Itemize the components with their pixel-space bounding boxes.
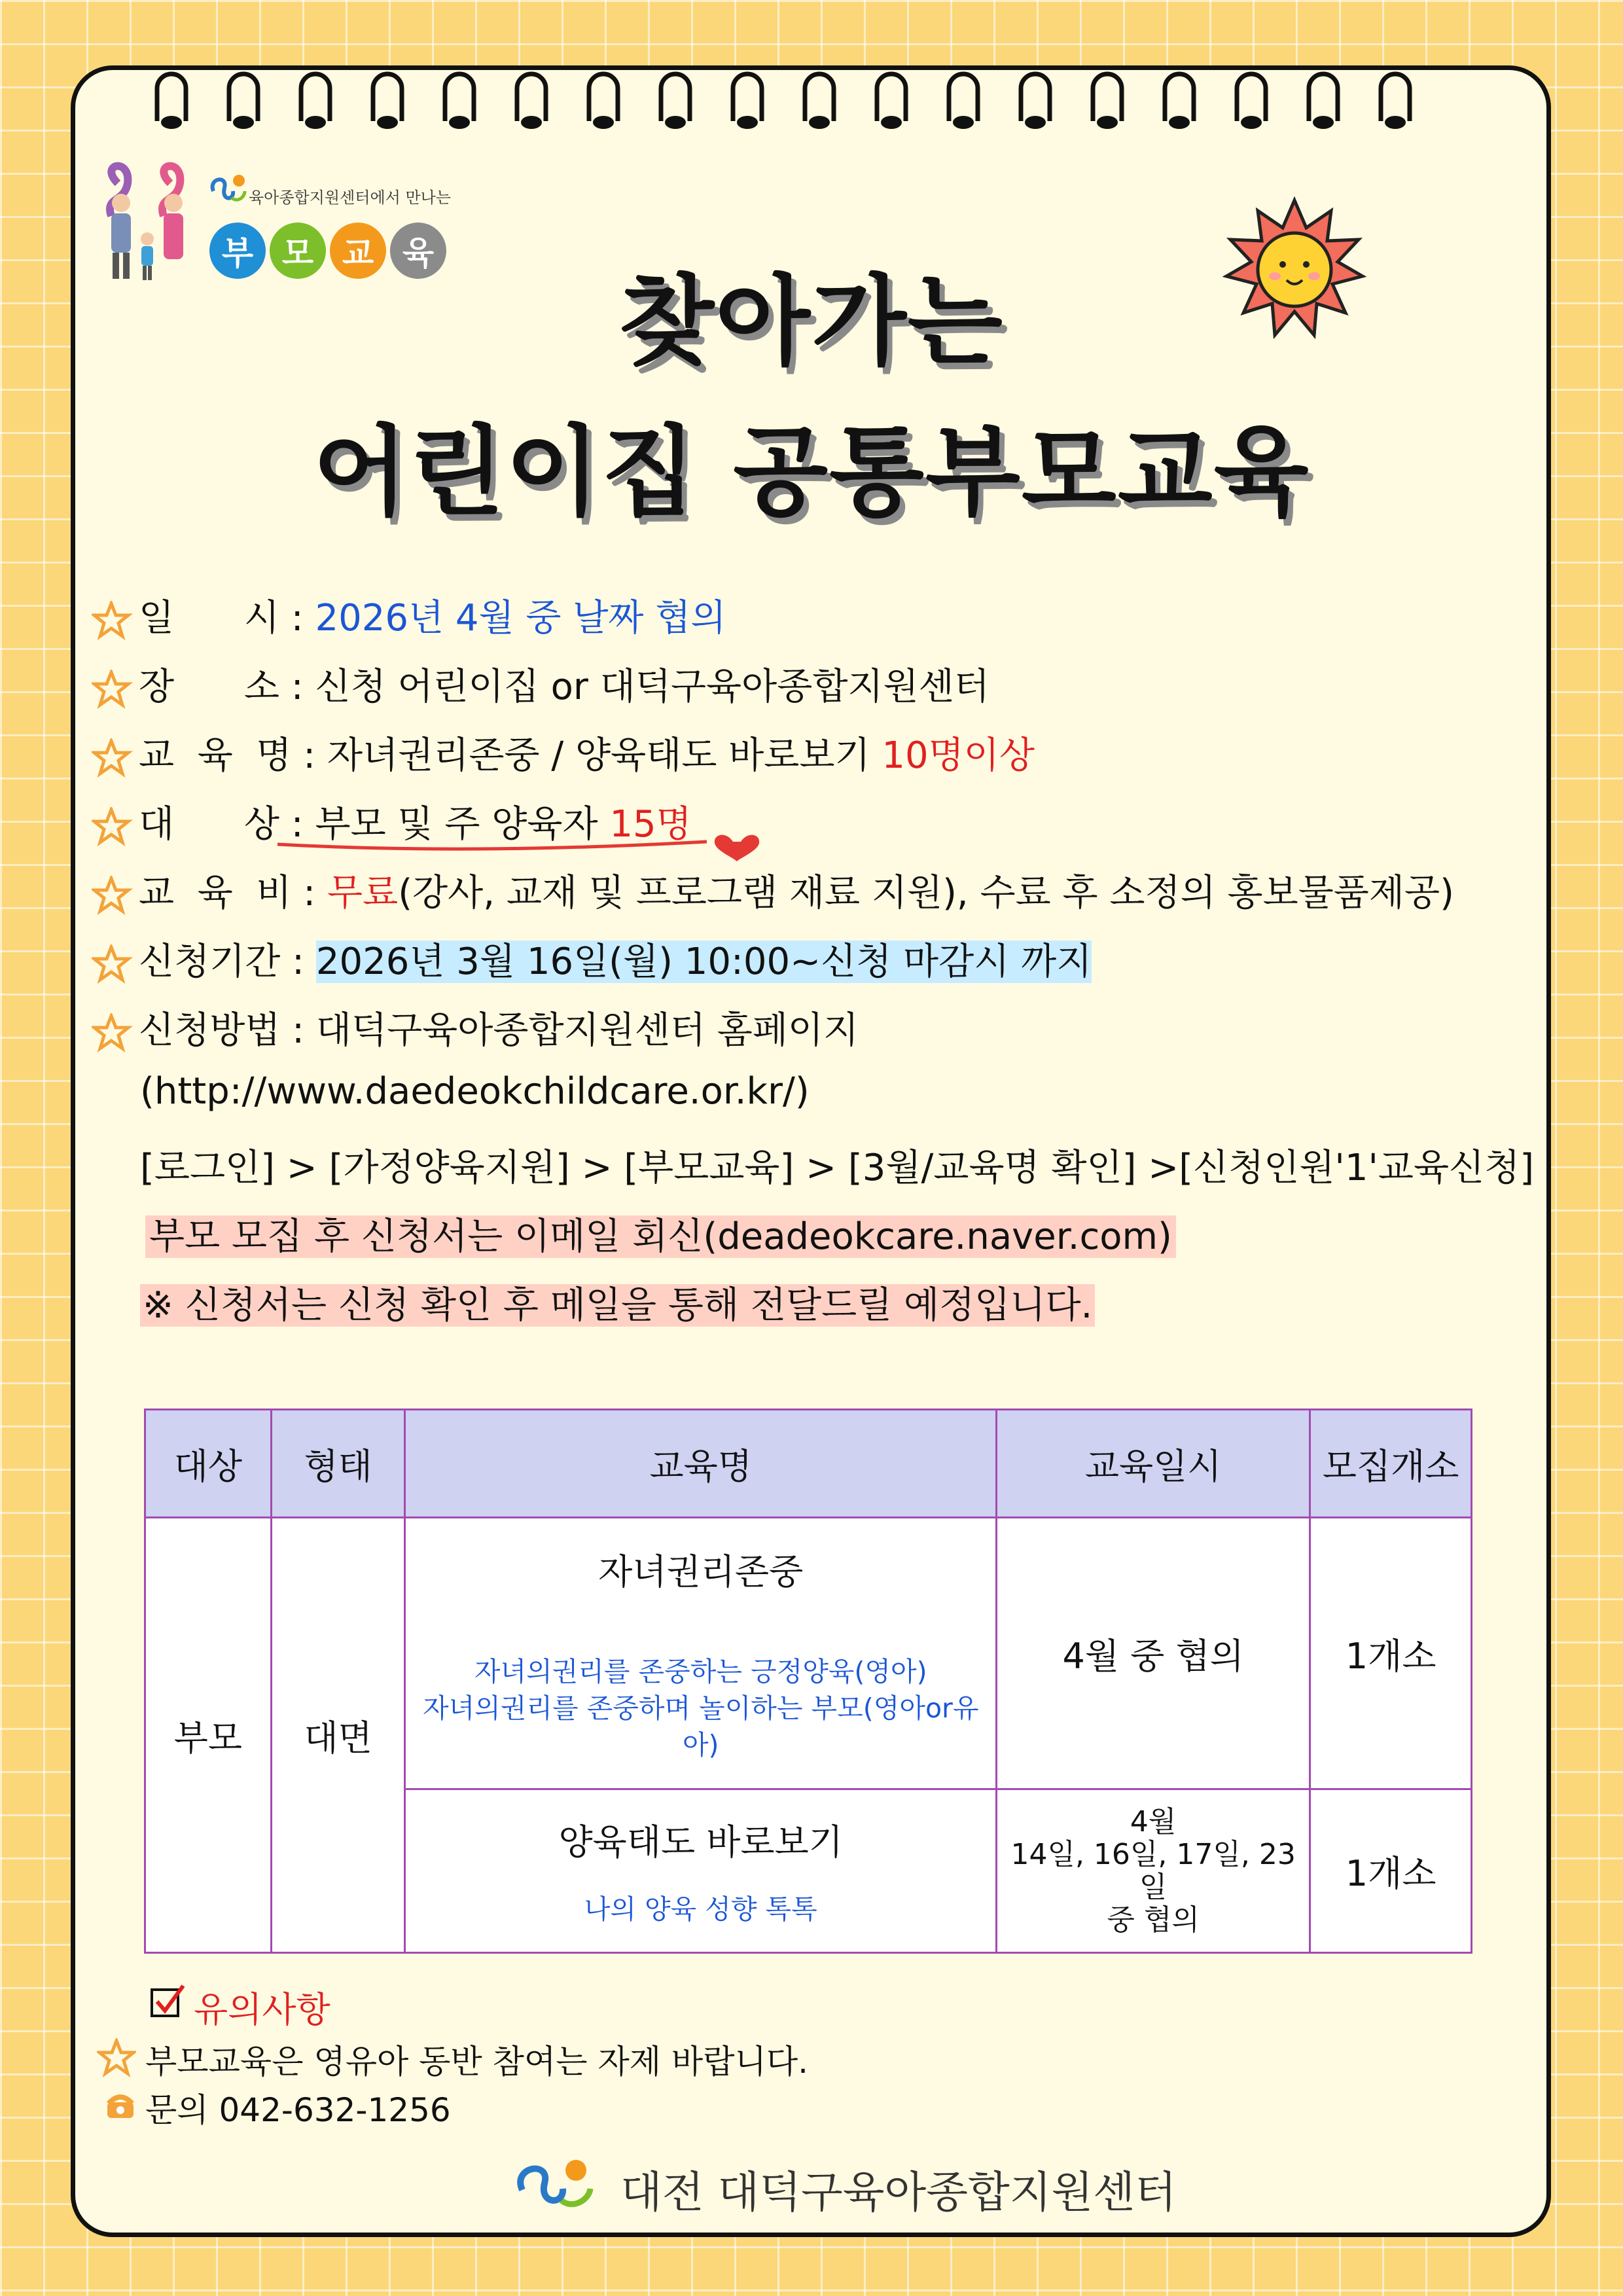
spiral-rings — [151, 62, 1479, 134]
phone-icon — [105, 2089, 136, 2121]
info-place-row — [92, 658, 990, 710]
course-desc: 자녀의권리를 존중하며 놀이하는 부모(영아or유아) — [422, 1692, 979, 1761]
info-course-row — [92, 726, 1035, 779]
schedule-cell — [997, 1789, 1310, 1953]
table-header: 형태 — [271, 1410, 405, 1518]
target-value: 부모 및 주 양육자 — [315, 803, 598, 846]
badge-3: 교 — [330, 223, 386, 279]
star-icon — [92, 944, 134, 984]
course-value: 자녀권리존중 / 양육태도 바로보기 — [327, 734, 870, 777]
notes-line-2: 문의 042-632-1256 — [145, 2091, 451, 2129]
application-path: [로그인] > [가정양육지원] > [부모교육] > [3월/교육명 확인] >[신청인원'1'교육신청] — [140, 1147, 1535, 1189]
course-cell — [405, 1789, 997, 1953]
info-period-row — [92, 933, 1092, 985]
count-cell: 1개소 — [1310, 1518, 1472, 1789]
place-value: 신청 어린이집 or 대덕구육아종합지원센터 — [315, 666, 990, 708]
star-icon — [92, 807, 134, 846]
star-icon — [92, 601, 134, 640]
course-name: 자녀권리존중 — [598, 1551, 804, 1592]
form-note-text: ※ 신청서는 신청 확인 후 메일을 통해 전달드릴 예정입니다. — [140, 1284, 1095, 1327]
schedule-line: 4월 — [1130, 1804, 1177, 1839]
checkbox-icon — [149, 1983, 186, 2020]
date-value: 2026년 4월 중 날짜 협의 — [315, 597, 726, 639]
star-icon — [92, 670, 134, 709]
email-note — [145, 1208, 1176, 1260]
period-value: 2026년 3월 16일(월) 10:00~신청 마감시 까지 — [315, 941, 1092, 983]
form-note — [140, 1276, 1095, 1329]
form-cell: 대면 — [271, 1518, 405, 1953]
notes-line-1: 부모교육은 영유아 동반 참여는 자제 바랍니다. — [145, 2043, 809, 2081]
star-icon — [92, 876, 134, 915]
period-label: 신청기간 : — [139, 941, 305, 983]
star-icon — [92, 1013, 134, 1052]
table-header: 교육일시 — [997, 1410, 1310, 1518]
table-row — [145, 1518, 1472, 1789]
fee-free: 무료 — [327, 872, 399, 914]
course-cell — [405, 1518, 997, 1789]
count-cell: 1개소 — [1310, 1789, 1472, 1953]
star-icon — [92, 738, 134, 778]
target-extra: 15명 — [609, 803, 692, 846]
schedule-cell: 4월 중 협의 — [997, 1518, 1310, 1789]
schedule-line: 14일, 16일, 17일, 23일 — [1010, 1837, 1296, 1904]
course-desc: 자녀의권리를 존중하는 긍정양육(영아) — [474, 1655, 927, 1687]
fee-label: 교 육 비 : — [139, 872, 316, 914]
info-method-row — [92, 1001, 859, 1054]
info-fee-row — [92, 864, 1454, 916]
info-date-row — [92, 589, 726, 641]
table-header-row — [145, 1410, 1472, 1518]
schedule-line: 중 협의 — [1107, 1903, 1200, 1937]
target-cell: 부모 — [145, 1518, 272, 1953]
method-value: 대덕구육아종합지원센터 홈페이지 — [315, 1009, 859, 1052]
badge-1: 부 — [209, 223, 266, 279]
center-logo-icon — [512, 2153, 610, 2212]
table-header: 대상 — [145, 1410, 272, 1518]
table-header: 교육명 — [405, 1410, 997, 1518]
course-extra: 10명이상 — [882, 734, 1035, 777]
course-desc: 나의 양육 성향 톡톡 — [584, 1893, 817, 1925]
title-line-1: 찾아가는 — [619, 265, 1004, 379]
logo-subtitle: 육아종합지원센터에서 만나는 — [249, 188, 452, 207]
homepage-url[interactable]: (http://www.daedeokchildcare.or.kr/) — [140, 1070, 810, 1113]
email-note-text: 부모 모집 후 신청서는 이메일 회신(deadeokcare.naver.com) — [145, 1215, 1176, 1258]
badge-4: 육 — [390, 223, 446, 279]
table-header: 모집개소 — [1310, 1410, 1472, 1518]
place-label: 장 소 : — [139, 666, 304, 708]
target-label: 대 상 : — [139, 803, 304, 846]
title-line-2: 어린이집 공통부모교육 — [313, 416, 1310, 529]
method-label: 신청방법 : — [139, 1009, 305, 1052]
footer-org: 대전 대덕구육아종합지원센터 — [620, 2167, 1177, 2217]
center-logo-icon — [208, 171, 247, 207]
course-label: 교 육 명 : — [139, 734, 316, 777]
date-label: 일 시 : — [139, 597, 304, 639]
badge-2: 모 — [270, 223, 326, 279]
underline-heart-icon — [275, 818, 785, 864]
star-icon — [97, 2038, 136, 2077]
notes-title: 유의사항 — [194, 1989, 330, 2030]
education-table — [144, 1408, 1472, 1954]
fee-value: (강사, 교재 및 프로그램 재료 지원), 수료 후 소정의 홍보물품제공) — [398, 872, 1454, 914]
course-name: 양육태도 바로보기 — [558, 1821, 843, 1863]
